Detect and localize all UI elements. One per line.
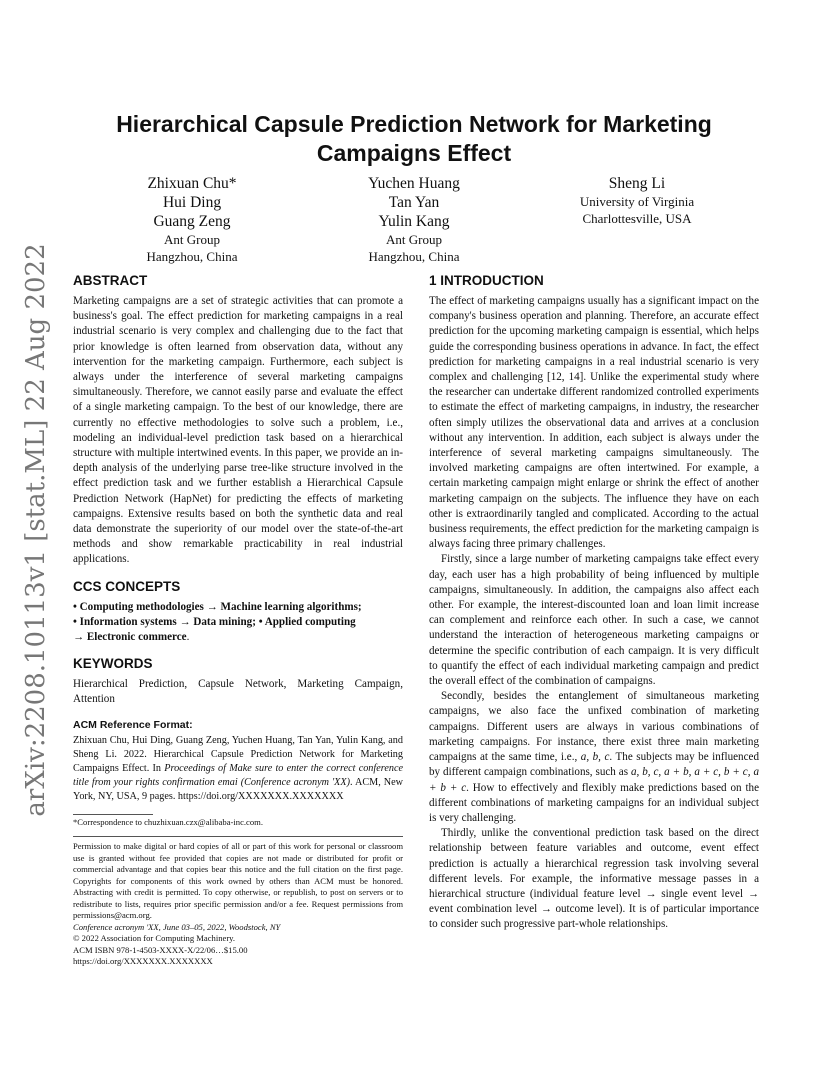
- keywords-text: Hierarchical Prediction, Capsule Network, Marketing Campaign, Attention: [73, 678, 403, 706]
- ccs-heading: CCS CONCEPTS: [73, 578, 181, 594]
- introduction-heading: 1 INTRODUCTION: [429, 273, 544, 288]
- author-name: Sheng Li: [608, 175, 666, 192]
- author-affiliation: Ant Group: [386, 232, 442, 247]
- author-affiliation: Ant Group: [164, 232, 220, 247]
- keywords-section: [73, 655, 403, 707]
- right-column: [429, 272, 759, 933]
- author-name: Tan Yan: [388, 194, 440, 211]
- acm-reference-text: Zhixuan Chu, Hui Ding, Guang Zeng, Yuchen Huang, Tan Yan, Yulin Kang, and Sheng Li. 2022. Hierarchical Capsule Prediction Network for Marketing Campaigns Effect. In Proceedings of Make sure to enter the correct conference title from your rights confirmation emai (Conference acronym 'XX). ACM, New York, NY, USA, 9 pages. https://doi.org/XXXXXXX.XXXXXXX: [73, 734, 404, 802]
- author-name: Zhixuan Chu*: [147, 175, 237, 192]
- author-name: Yuchen Huang: [368, 175, 460, 192]
- footnote-rule: [73, 814, 153, 815]
- acm-reference-section: [73, 718, 403, 804]
- doi-link[interactable]: https://doi.org/XXXXXXX.XXXXXXX: [73, 956, 213, 967]
- author-block-2: [304, 174, 524, 265]
- arxiv-sidebar: [16, 243, 56, 817]
- ccs-concepts-section: [73, 578, 403, 646]
- footnote-area: [73, 814, 403, 968]
- correspondence-footnote: *Correspondence to chuzhixuan.czx@alibaba-inc.com.: [73, 816, 263, 827]
- ccs-line-3: → Electronic commerce: [73, 631, 187, 644]
- intro-paragraph-1: The effect of marketing campaigns usually has a significant impact on the company's business operation and planning. Therefore, an accurate effect prediction for the upcoming marketing campaign is essential, which helps guide the corresponding business operations in advance. In fact, the effect prediction for marketing campaigns in a real industrial scenario is very complex and challenging [12, 14]. Unlike the experimental study where the researcher can undertake different randomized controlled experiments to estimate the effect of marketing campaigns, in industry, the researcher often simply utilizes the observational data and arrives at a conclusion without any intervention. In addition, each subject is always under the interference of several marketing campaigns simultaneously. The involved marketing campaigns are often intertwined. For example, a certain marketing campaign might enlarge or shrink the effect of another marketing campaign on the subjects. The influence they have on each other is extraordinarily tangled and complicated. According to the actual business requirements, the effect prediction for the marketing campaign is always facing three primary challenges.: [429, 295, 759, 551]
- abstract-heading: ABSTRACT: [73, 273, 148, 288]
- author-location: Charlottesville, USA: [582, 211, 692, 226]
- author-affiliation: University of Virginia: [579, 194, 695, 209]
- left-column: [73, 272, 403, 968]
- ccs-end: .: [186, 631, 190, 644]
- author-location: Hangzhou, China: [368, 249, 460, 264]
- permission-notice: Permission to make digital or hard copies of all or part of this work for personal or classroom use is granted without fee provided that copies are not made or distributed for profit or commercial advantage and that copies bear this notice and the full citation on the first page. Copyrights for components of this work owned by others than ACM must be honored. Abstracting with credit is permitted. To copy otherwise, or republish, to post on servers or to redistribute to lists, requires prior specific permission and/or a fee. Request permissions from permissions@acm.org.: [73, 841, 403, 921]
- ccs-line-2: • Information systems → Data mining; • Applied computing: [73, 615, 356, 628]
- arxiv-identifier: arXiv:2208.10113v1 [stat.ML] 22 Aug 2022: [21, 243, 51, 817]
- author-name: Yulin Kang: [378, 213, 450, 230]
- isbn: ACM ISBN 978-1-4503-XXXX-X/22/06…$15.00: [73, 944, 248, 955]
- paper-title: Hierarchical Capsule Prediction Network for Marketing Campaigns Effect: [116, 111, 712, 166]
- permission-rule: [73, 836, 403, 837]
- author-block-3: [527, 174, 747, 227]
- keywords-heading: KEYWORDS: [73, 656, 153, 672]
- intro-paragraph-4: Thirdly, unlike the conventional prediction task based on the direct relationship between feature variables and outcome, event effect prediction is actually a hierarchical regression task involving several different levels. For example, the informative message passes in a hierarchical structure (individual feature level → single event level → event combination level → outcome level). It is of particular importance to consider such progressive part-whole relationships.: [429, 827, 759, 931]
- abstract-text: Marketing campaigns are a set of strategic activities that can promote a business's goal. The effect prediction for marketing campaigns in a real industrial scenario is very complex and challenging due to the fact that prior knowledge is often learned from observation data, without any intervention for the marketing campaign. Furthermore, each subject is always under the interference of several marketing campaigns simultaneously. Therefore, we cannot easily parse and evaluate the effect of a single marketing campaign. To the best of our knowledge, there are currently no effective methodologies to solve such a problem, i.e., modeling an individual-level prediction task based on a hierarchical structure with multiple intertwined events. In this paper, we provide an in-depth analysis of the underlying parse tree-like structure involved in the effect prediction task and we further establish a Hierarchical Capsule Prediction Network (HapNet) for predicting the effects of marketing campaigns. Extensive results based on both the synthetic data and real data demonstrate the superiority of our model over the state-of-the-art methods and show remarkable practicability in real industrial applications.: [73, 295, 403, 566]
- author-name: Hui Ding: [162, 194, 222, 211]
- copyright-notice: © 2022 Association for Computing Machinery.: [73, 933, 236, 944]
- conference-info: Conference acronym 'XX, June 03–05, 2022, Woodstock, NY: [73, 921, 281, 932]
- author-location: Hangzhou, China: [146, 249, 238, 264]
- intro-paragraph-3: Secondly, besides the entanglement of simultaneous marketing campaigns, we also face the unfixed combination of marketing campaigns. Different users are always in various combinations of marketing campaigns. For instance, there exist three main marketing campaigns at the same time, i.e., a, b, c. The subjects may be influenced by different campaign combinations, such as a, b, c, a + b, a + c, b + c, a + b + c. How to effectively and flexibly make predictions based on the different combinations of marketing campaigns for an individual subject is very challenging.: [429, 690, 759, 824]
- author-block-1: [82, 174, 302, 265]
- ccs-line-1: • Computing methodologies → Machine learning algorithms;: [73, 600, 362, 613]
- intro-paragraph-2: Firstly, since a large number of marketing campaigns take effect every day, each user has a high probability of being influenced by multiple campaigns, simultaneously. In addition, the campaigns also affect each other. For example, the interest-discounted loan and loan limit increase can complement and reinforce each other. In such a case, we cannot understand the interaction of heterogeneous marketing campaigns or determine the specific contribution of each campaign. It is very difficult to quantify the effect of each individual marketing campaign and predict the overall effect of the combination of campaigns.: [429, 553, 759, 688]
- acm-reference-heading: ACM Reference Format:: [73, 718, 193, 731]
- author-name: Guang Zeng: [153, 213, 231, 230]
